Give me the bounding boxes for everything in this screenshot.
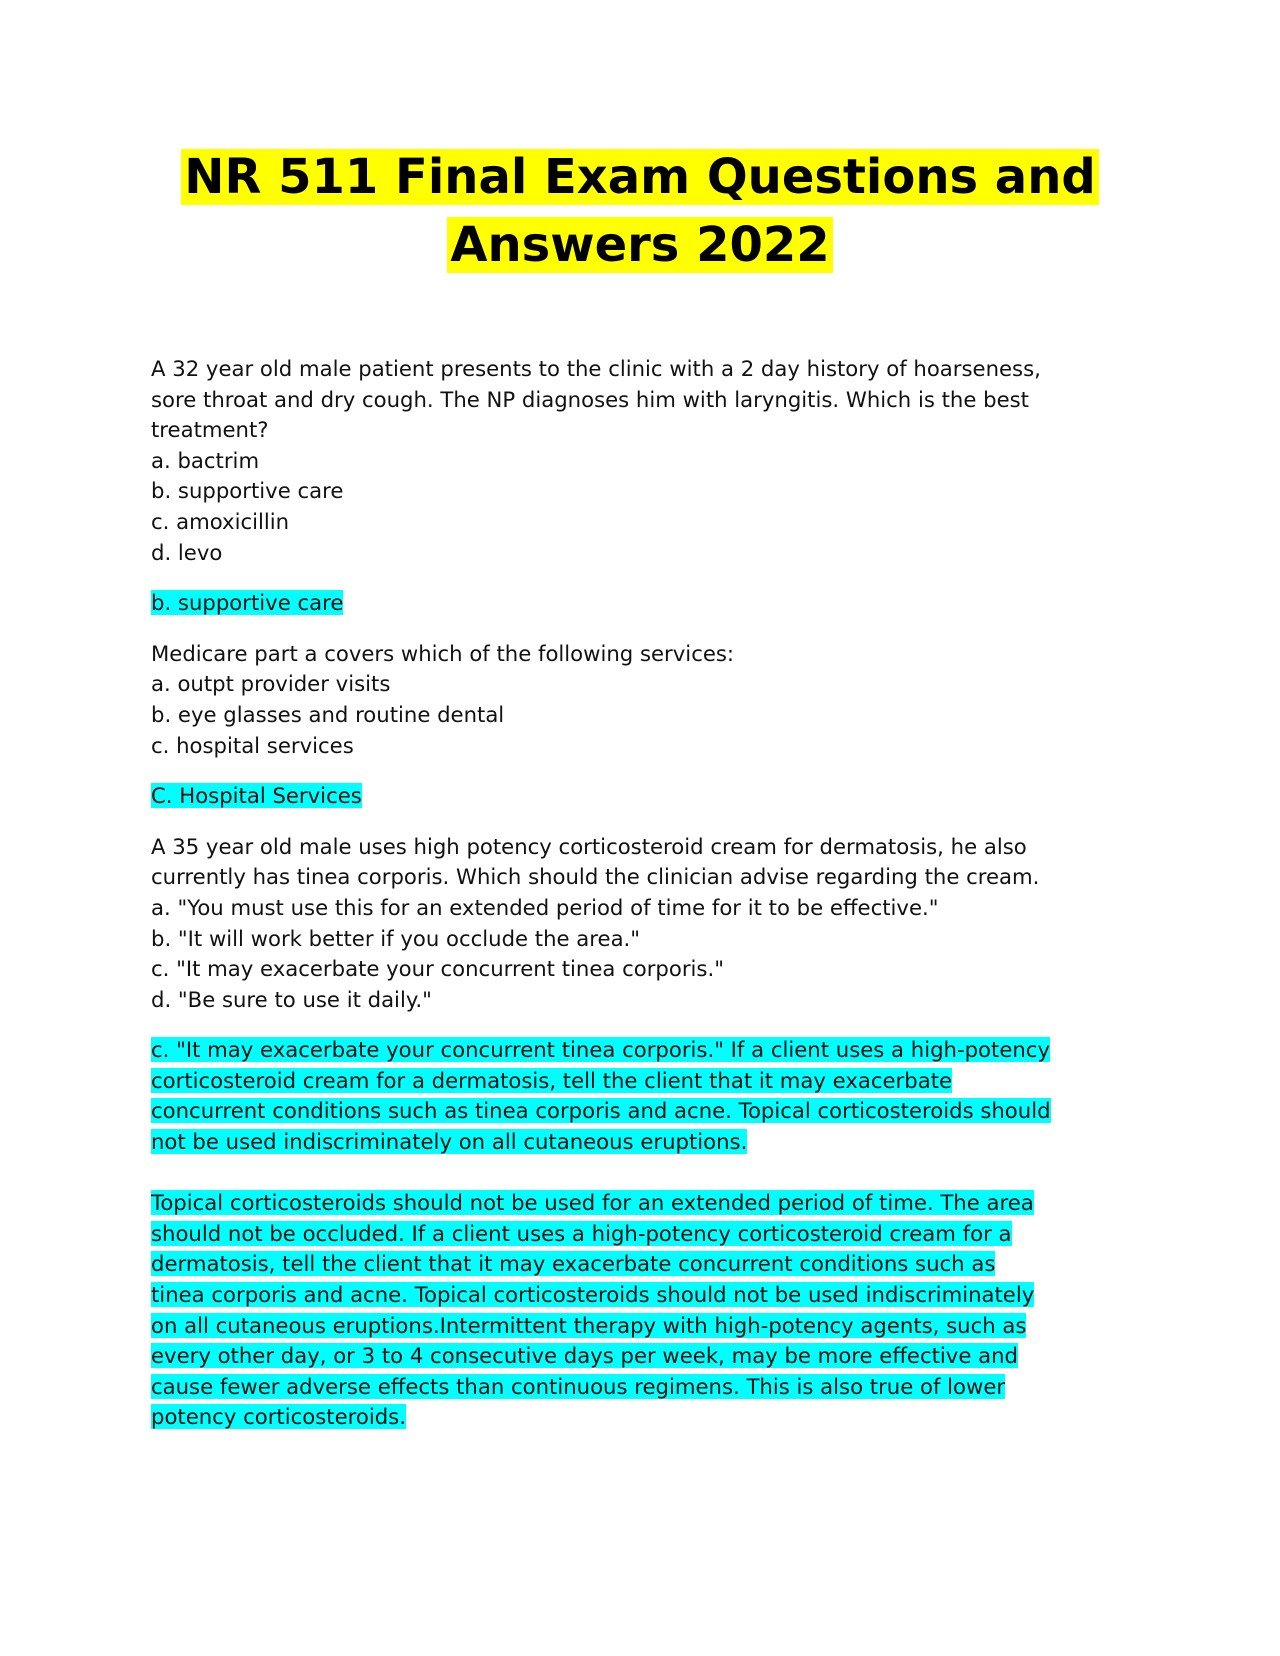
answer-line: c. "It may exacerbate your concurrent tinea corporis." If a client uses a high-potency	[151, 1037, 1050, 1063]
question-2-answer	[151, 781, 1136, 812]
question-1-stem-line: A 32 year old male patient presents to the clinic with a 2 day history of hoarseness,	[151, 356, 1041, 381]
question-1-option-a: a. bactrim	[151, 447, 260, 473]
question-1	[151, 354, 1136, 568]
question-3-option-b: b. "It will work better if you occlude the area."	[151, 925, 641, 951]
question-1-option-b: b. supportive care	[151, 478, 344, 504]
explanation-line: should not be occluded. If a client uses a high-potency corticosteroid cream for a	[151, 1220, 1012, 1246]
question-1-option-d: d. levo	[151, 539, 223, 565]
question-3-stem-line: A 35 year old male uses high potency corticosteroid cream for dermatosis, he also	[151, 833, 1027, 859]
explanation-line: on all cutaneous eruptions.Intermittent therapy with high-potency agents, such as	[151, 1312, 1027, 1338]
question-3-option-c: c. "It may exacerbate your concurrent tinea corporis."	[151, 956, 724, 982]
question-1-stem-line: treatment?	[151, 417, 269, 443]
explanation-line: tinea corporis and acne. Topical corticosteroids should not be used indiscriminately	[151, 1282, 1035, 1308]
explanation-line: cause fewer adverse effects than continuous regimens. This is also true of lower	[151, 1373, 1006, 1399]
explanation-line: every other day, or 3 to 4 consecutive days per week, may be more effective and	[151, 1343, 1018, 1369]
question-3-option-a: a. "You must use this for an extended period of time for it to be effective."	[151, 894, 939, 920]
question-2	[151, 639, 1136, 761]
paragraph-gap	[151, 1158, 1136, 1189]
document-title	[100, 143, 1180, 279]
answer-highlight: b. supportive care	[151, 590, 344, 616]
title-line-2: Answers 2022	[447, 217, 832, 273]
question-3-option-d: d. "Be sure to use it daily."	[151, 986, 432, 1012]
question-2-option-a: a. outpt provider visits	[151, 671, 391, 697]
explanation-line: dermatosis, tell the client that it may exacerbate concurrent conditions such as	[151, 1251, 996, 1277]
question-2-option-c: c. hospital services	[151, 732, 354, 758]
answer-line: corticosteroid cream for a dermatosis, tell the client that it may exacerbate	[151, 1067, 953, 1093]
explanation-line: potency corticosteroids.	[151, 1404, 406, 1430]
answer-line: concurrent conditions such as tinea corporis and acne. Topical corticosteroids should	[151, 1098, 1051, 1124]
answer-highlight: C. Hospital Services	[151, 783, 362, 809]
document-body	[151, 354, 1136, 1453]
question-1-stem-line: sore throat and dry cough. The NP diagnoses him with laryngitis. Which is the best	[151, 386, 1029, 412]
answer-line: not be used indiscriminately on all cutaneous eruptions.	[151, 1129, 748, 1155]
question-2-option-b: b. eye glasses and routine dental	[151, 701, 505, 727]
question-3-stem-line: currently has tinea corporis. Which should the clinician advise regarding the cream.	[151, 864, 1040, 890]
explanation-line: Topical corticosteroids should not be used for an extended period of time. The area	[151, 1190, 1034, 1216]
question-1-answer	[151, 588, 1136, 619]
question-3-answer	[151, 1035, 1136, 1433]
question-2-stem-line: Medicare part a covers which of the following services:	[151, 640, 735, 666]
question-1-option-c: c. amoxicillin	[151, 508, 290, 534]
question-3	[151, 832, 1136, 1016]
title-line-1: NR 511 Final Exam Questions and	[181, 149, 1098, 205]
